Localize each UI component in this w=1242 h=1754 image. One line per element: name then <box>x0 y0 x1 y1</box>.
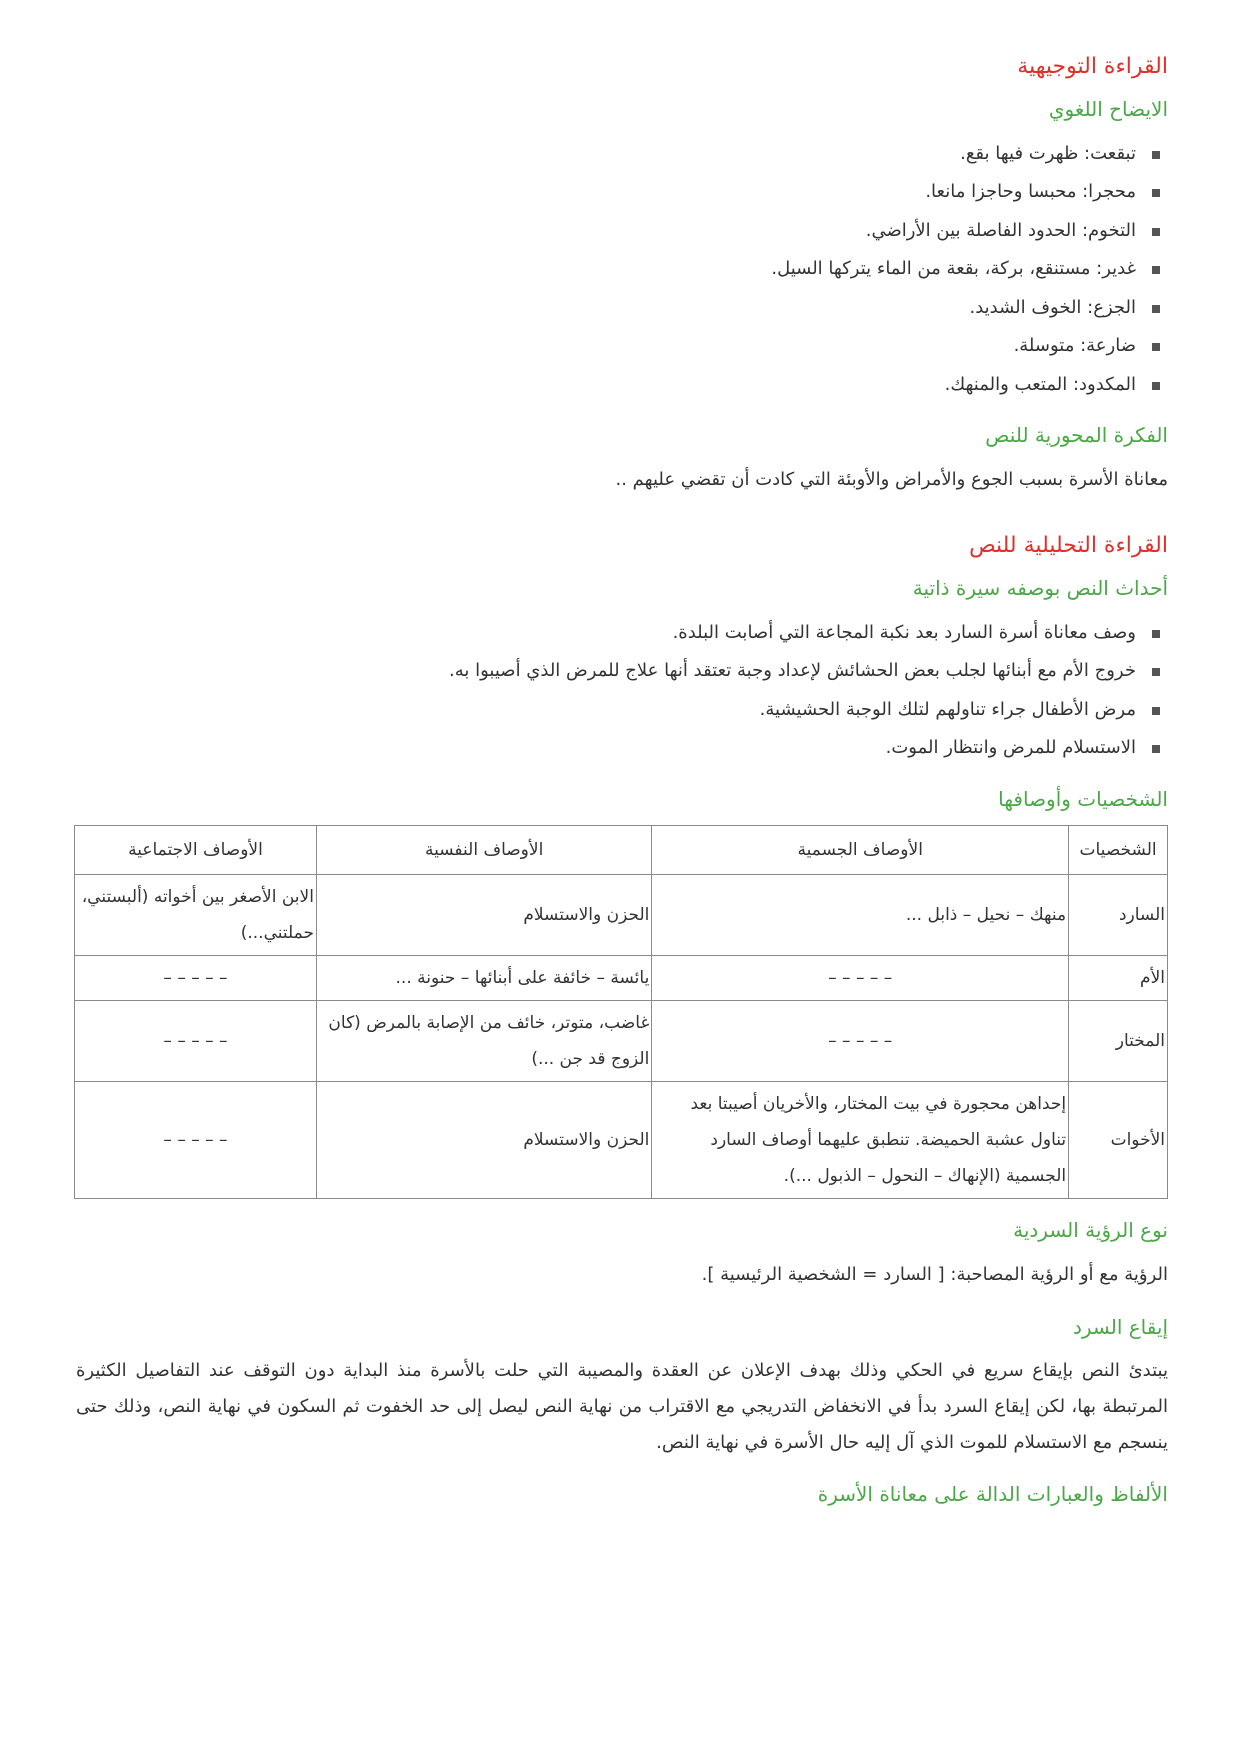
square-bullet-icon <box>1152 745 1160 753</box>
table-header-row <box>75 825 1168 874</box>
physical-cell: إحداهن محجورة في بيت المختار، والأخريان أصيبتا بعد تناول عشبة الحميضة. تنطبق عليهما أوصاف السارد الجسمية (الإنهاك – النحول – الذبول ...). <box>652 1081 1069 1198</box>
table-row <box>75 1000 1168 1081</box>
character-name-cell: السارد <box>1069 874 1168 955</box>
psychological-cell: الحزن والاستسلام <box>316 1081 651 1198</box>
table-row <box>75 955 1168 1000</box>
social-cell: – – – – – <box>75 955 317 1000</box>
list-item: مرض الأطفال جراء تناولهم لتلك الوجبة الحشيشية. <box>76 691 1168 730</box>
characters-table <box>74 825 1168 1199</box>
list-item: محجرا: محبسا وحاجزا مانعا. <box>76 173 1168 212</box>
psychological-cell: يائسة – خائفة على أبنائها – حنونة ... <box>316 955 651 1000</box>
square-bullet-icon <box>1152 630 1160 638</box>
narrative-vision-heading: نوع الرؤية السردية <box>1013 1217 1168 1242</box>
square-bullet-icon <box>1152 343 1160 351</box>
characters-heading: الشخصيات وأوصافها <box>998 786 1168 811</box>
physical-cell: – – – – – <box>652 1000 1069 1081</box>
square-bullet-icon <box>1152 668 1160 676</box>
narrative-rhythm-text: يبتدئ النص بإيقاع سريع في الحكي وذلك بهدف الإعلان عن العقدة والمصيبة التي حلت بالأسرة منذ البداية دون التوقف عند التفاصيل الكثيرة المرتبطة بها، لكن إيقاع السرد بدأ في الانخفاض التدريجي مع الاقتراب من نهاية النص ليصل إلى حد الخفوت ثم السكون في نهاية النص، وذلك حتى ينسجم مع الاستسلام للموت الذي آل إليه حال الأسرة في نهاية النص. <box>76 1359 1168 1453</box>
table-row <box>75 874 1168 955</box>
vocab-heading: الايضاح اللغوي <box>1048 96 1168 121</box>
physical-cell: – – – – – <box>652 955 1069 1000</box>
table-row <box>75 1081 1168 1198</box>
events-list <box>76 614 1168 768</box>
list-item: وصف معاناة أسرة السارد بعد نكبة المجاعة التي أصابت البلدة. <box>76 614 1168 653</box>
social-cell: – – – – – <box>75 1081 317 1198</box>
table-header-cell: الشخصيات <box>1069 825 1168 874</box>
main-idea-heading: الفكرة المحورية للنص <box>985 423 1168 448</box>
physical-cell: منهك – نحيل – ذابل ... <box>652 874 1069 955</box>
square-bullet-icon <box>1152 151 1160 159</box>
table-header-cell: الأوصاف الاجتماعية <box>75 825 317 874</box>
vocab-list <box>76 135 1168 405</box>
list-item: غدير: مستنقع، بركة، بقعة من الماء يتركها السيل. <box>76 250 1168 289</box>
main-idea-text: معاناة الأسرة بسبب الجوع والأمراض والأوبئة التي كادت أن تقضي عليهم .. <box>615 469 1168 491</box>
square-bullet-icon <box>1152 189 1160 197</box>
guided-reading-heading: القراءة التوجيهية <box>1017 54 1168 79</box>
table-header-cell: الأوصاف النفسية <box>316 825 651 874</box>
square-bullet-icon <box>1152 228 1160 236</box>
psychological-cell: الحزن والاستسلام <box>316 874 651 955</box>
character-name-cell: الأم <box>1069 955 1168 1000</box>
character-name-cell: المختار <box>1069 1000 1168 1081</box>
square-bullet-icon <box>1152 382 1160 390</box>
list-item: خروج الأم مع أبنائها لجلب بعض الحشائش لإعداد وجبة تعتقد أنها علاج للمرض الذي أصيبوا به. <box>76 652 1168 691</box>
square-bullet-icon <box>1152 707 1160 715</box>
character-name-cell: الأخوات <box>1069 1081 1168 1198</box>
list-item: الجزع: الخوف الشديد. <box>76 289 1168 328</box>
list-item: المكدود: المتعب والمنهك. <box>76 366 1168 405</box>
list-item: ضارعة: متوسلة. <box>76 327 1168 366</box>
analytical-reading-heading: القراءة التحليلية للنص <box>969 533 1168 559</box>
square-bullet-icon <box>1152 305 1160 313</box>
list-item: الاستسلام للمرض وانتظار الموت. <box>76 729 1168 768</box>
table-header-cell: الأوصاف الجسمية <box>652 825 1069 874</box>
list-item: تبقعت: ظهرت فيها بقع. <box>76 135 1168 174</box>
narrative-rhythm-heading: إيقاع السرد <box>1072 1314 1168 1339</box>
words-heading: الألفاظ والعبارات الدالة على معاناة الأسرة <box>817 1481 1168 1506</box>
psychological-cell: غاضب، متوتر، خائف من الإصابة بالمرض (كان الزوج قد جن ...) <box>316 1000 651 1081</box>
page-content <box>76 52 1168 1520</box>
social-cell: الابن الأصغر بين أخواته (ألبستني، حملتني...) <box>75 874 317 955</box>
square-bullet-icon <box>1152 266 1160 274</box>
narrative-vision-text: الرؤية مع أو الرؤية المصاحبة: [ السارد = الشخصية الرئيسية ]. <box>701 1263 1168 1285</box>
list-item: التخوم: الحدود الفاصلة بين الأراضي. <box>76 212 1168 251</box>
events-heading: أحداث النص بوصفه سيرة ذاتية <box>912 575 1168 600</box>
social-cell: – – – – – <box>75 1000 317 1081</box>
